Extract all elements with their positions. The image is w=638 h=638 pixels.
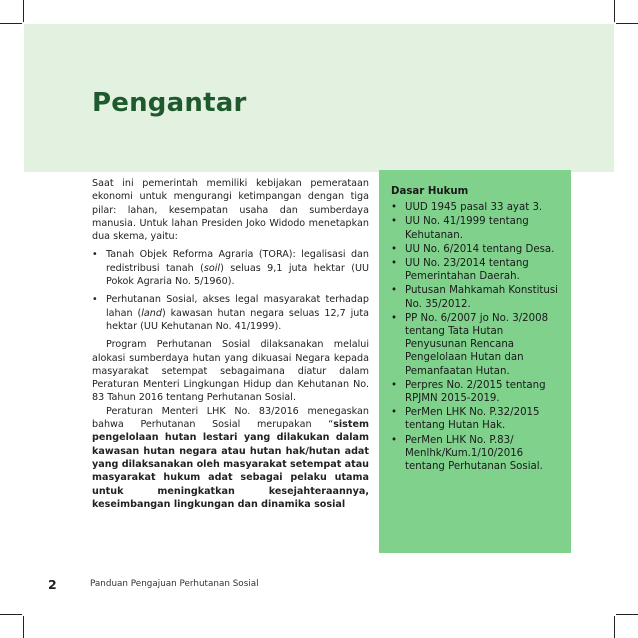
- list-item: • PerMen LHK No. P.83/ Menlhk/Kum.1/10/2016 tentang Perhutanan Sosial.: [391, 434, 563, 474]
- definition-quote: sistem pengelolaan hutan lestari yang dilakukan dalam kawasan hutan negara atau hutan hak/hutan adat yang dilaksanakan oleh masyarakat setempat atau masyarakat hukum adat sebagai pelaku utama untuk meningkatkan kesejahteraannya, keseimbangan lingkungan dan dinamika sosial: [92, 419, 369, 510]
- list-item: • UU No. 41/1999 tentang Kehutanan.: [391, 215, 563, 241]
- intro-paragraph: Saat ini pemerintah memiliki kebijakan pemerataan ekonomi untuk mengurangi ketimpangan dengan tiga pilar: lahan, kesempatan usaha dan sumberdaya manusia. Untuk lahan Presiden Joko Widodo menetapkan dua skema, yaitu:: [92, 178, 369, 243]
- crop-mark-bottom-right-v: [614, 616, 615, 638]
- crop-mark-bottom-right-h: [616, 614, 638, 615]
- crop-mark-top-left-v: [23, 0, 24, 22]
- regulation-paragraph: Peraturan Menteri LHK No. 83/2016 menegaskan bahwa Perhutanan Sosial merupakan “sistem pengelolaan hutan lestari yang dilakukan dalam kawasan hutan negara atau hutan hak/hutan adat yang dilaksanakan oleh masyarakat setempat atau masyarakat hukum adat sebagai pelaku utama untuk meningkatkan kesejahteraannya, keseimbangan lingkungan dan dinamika sosial: [92, 405, 369, 510]
- list-item: • UU No. 23/2014 tentang Pemerintahan Daerah.: [391, 257, 563, 283]
- crop-mark-top-left-h: [0, 23, 22, 24]
- legal-basis-title: Dasar Hukum: [391, 186, 469, 197]
- crop-mark-bottom-left-v: [23, 616, 24, 638]
- list-item: • Putusan Mahkamah Konstitusi No. 35/2012.: [391, 284, 563, 310]
- crop-mark-bottom-left-h: [0, 614, 22, 615]
- scheme-list: [92, 248, 369, 333]
- list-item: • Perpres No. 2/2015 tentang RPJMN 2015-2019.: [391, 379, 563, 405]
- list-item: • UUD 1945 pasal 33 ayat 3.: [391, 201, 563, 214]
- program-paragraph: Program Perhutanan Sosial dilaksanakan melalui alokasi sumberdaya hutan yang dikuasai Negara kepada masyarakat setempat sebagaimana diatur dalam Peraturan Menteri Lingkungan Hidup dan Kehutanan No. 83 Tahun 2016 tentang Perhutanan Sosial.: [92, 339, 369, 404]
- list-item: • UU No. 6/2014 tentang Desa.: [391, 243, 563, 256]
- body-text: [92, 177, 369, 511]
- footer-title: Panduan Pengajuan Perhutanan Sosial: [90, 579, 259, 589]
- page-number: 2: [48, 577, 57, 592]
- crop-mark-top-right-h: [616, 23, 638, 24]
- legal-basis-box: [379, 170, 571, 553]
- legal-basis-list: [391, 201, 563, 473]
- crop-mark-top-right-v: [614, 0, 615, 22]
- list-item: • Perhutanan Sosial, akses legal masyarakat terhadap lahan (land) kawasan hutan negara seluas 12,7 juta hektar (UU Kehutanan No. 41/1999).: [92, 293, 369, 333]
- list-item: • PP No. 6/2007 jo No. 3/2008 tentang Tata Hutan Penyusunan Rencana Pengelolaan Hutan dan Pemanfaatan Hutan.: [391, 312, 563, 378]
- page-title: Pengantar: [92, 88, 247, 118]
- list-item: • Tanah Objek Reforma Agraria (TORA): legalisasi dan redistribusi tanah (soil) seluas 9,1 juta hektar (UU Pokok Agraria No. 5/1960).: [92, 248, 369, 288]
- list-item: • PerMen LHK No. P.32/2015 tentang Hutan Hak.: [391, 406, 563, 432]
